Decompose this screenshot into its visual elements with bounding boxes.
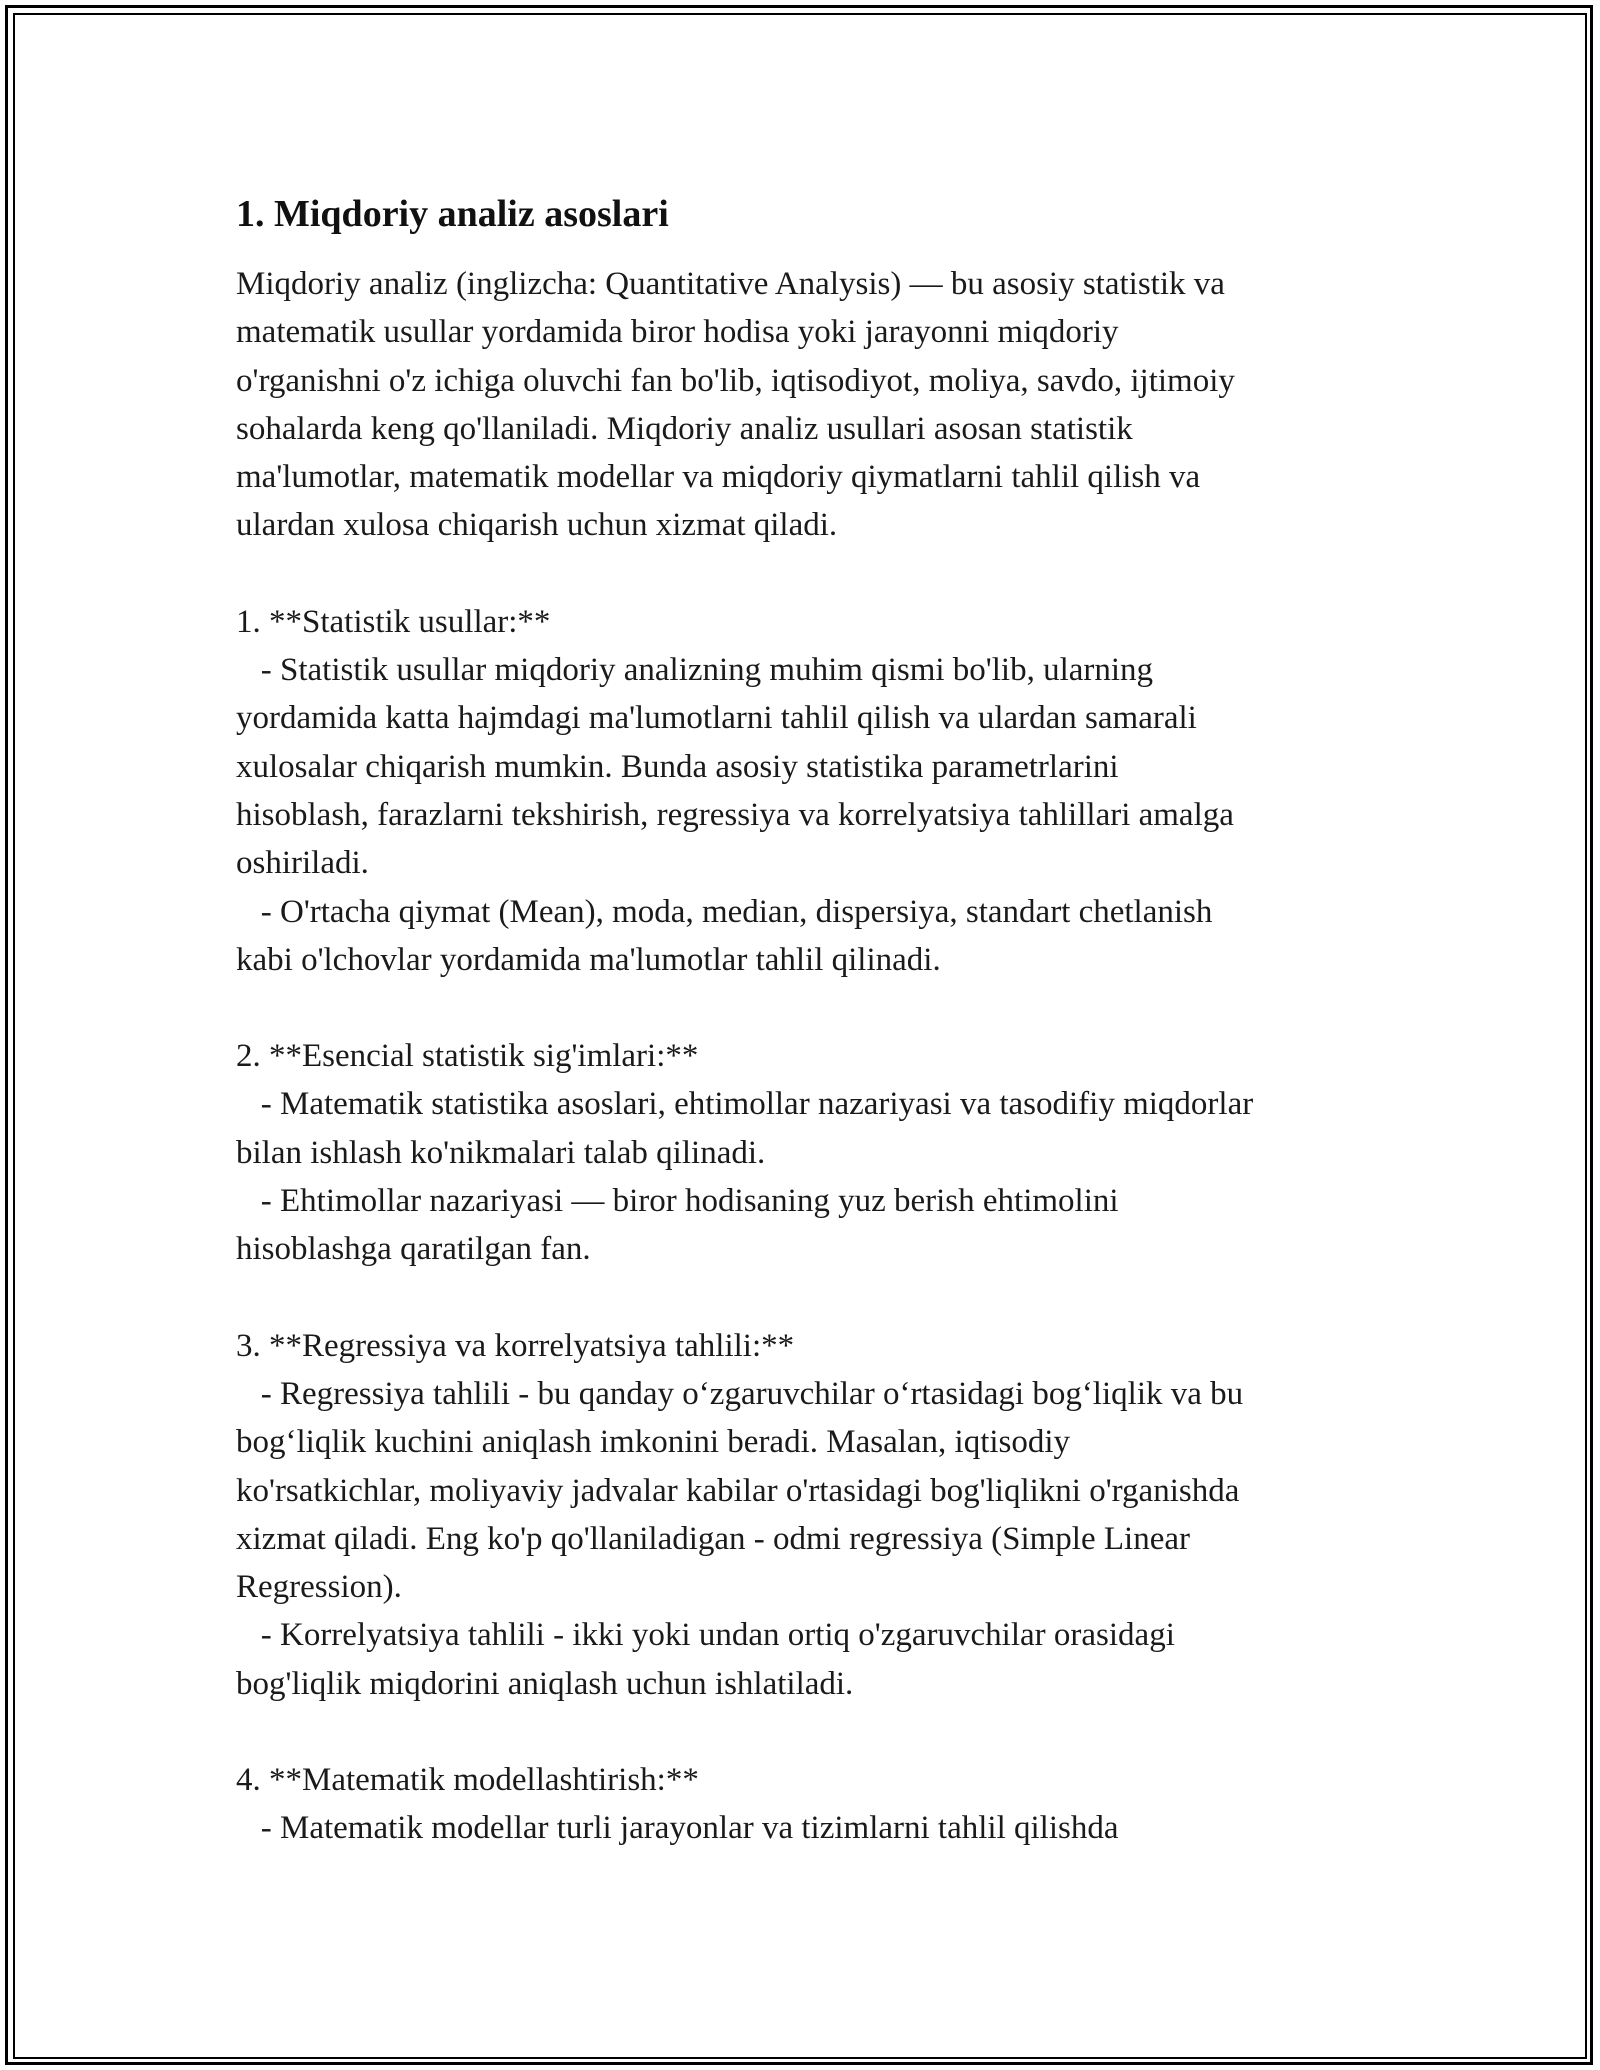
section-heading: 1. Miqdoriy analiz asoslari <box>236 193 669 235</box>
list-item: - O'rtacha qiymat (Mean), moda, median, dispersiya, standart chetlanish kabi o'lchovlar yordamida ma'lumotlar tahlil qilinadi. <box>236 893 1213 978</box>
section-essential-statistics <box>236 1032 1386 1273</box>
document-body <box>236 186 1386 1853</box>
section-title: 2. **Esencial statistik sig'imlari:** <box>236 1038 699 1075</box>
section-title: 3. **Regressiya va korrelyatsiya tahlili:** <box>236 1327 795 1364</box>
section-title: 1. **Statistik usullar:** <box>236 603 551 640</box>
section-statistical-methods <box>236 598 1386 984</box>
list-item: - Korrelyatsiya tahlili - ikki yoki undan ortiq o'zgaruvchilar orasidagi bog'liqlik miqdorini aniqlash uchun ishlatiladi. <box>236 1617 1175 1702</box>
list-item: - Matematik modellar turli jarayonlar va tizimlarni tahlil qilishda <box>236 1810 1119 1847</box>
intro-paragraph: Miqdoriy analiz (inglizcha: Quantitative Analysis) — bu asosiy statistik va matematik usullar yordamida biror hodisa yoki jarayonni miqdoriy o'rganishni o'z ichiga oluvchi fan bo'lib, iqtisodiyot, moliya, savdo, ijtimoiy sohalarda keng qo'llaniladi. Miqdoriy analiz usullari asosan statistik ma'lumotlar, matematik modellar va miqdoriy qiymatlarni tahlil qilish va ulardan xulosa chiqarish uchun xizmat qiladi. <box>236 266 1235 544</box>
list-item: - Matematik statistika asoslari, ehtimollar nazariyasi va tasodifiy miqdorlar bilan ishlash ko'nikmalari talab qilinadi. <box>236 1086 1254 1171</box>
section-mathematical-modeling <box>236 1756 1386 1853</box>
list-item: - Statistik usullar miqdoriy analizning muhim qismi bo'lib, ularning yordamida katta hajmdagi ma'lumotlarni tahlil qilish va ulardan samarali xulosalar chiqarish mumkin. Bunda asosiy statistika parametrlarini hisoblash, farazlarni tekshirish, regressiya va korrelyatsiya tahlillari amalga oshiriladi. <box>236 652 1234 882</box>
list-item: - Ehtimollar nazariyasi — biror hodisaning yuz berish ehtimolini hisoblashga qaratilgan fan. <box>236 1183 1119 1268</box>
section-title: 4. **Matematik modellashtirish:** <box>236 1762 699 1799</box>
section-regression-correlation <box>236 1322 1386 1708</box>
list-item: - Regressiya tahlili - bu qanday o‘zgaruvchilar o‘rtasidagi bog‘liqlik va bu bog‘liqlik kuchini aniqlash imkonini beradi. Masalan, iqtisodiy ko'rsatkichlar, moliyaviy jadvalar kabilar o'rtasidagi bog'liqlikni o'rganishda xizmat qiladi. Eng ko'p qo'llaniladigan - odmi regressiya (Simple Linear Regression). <box>236 1375 1244 1606</box>
